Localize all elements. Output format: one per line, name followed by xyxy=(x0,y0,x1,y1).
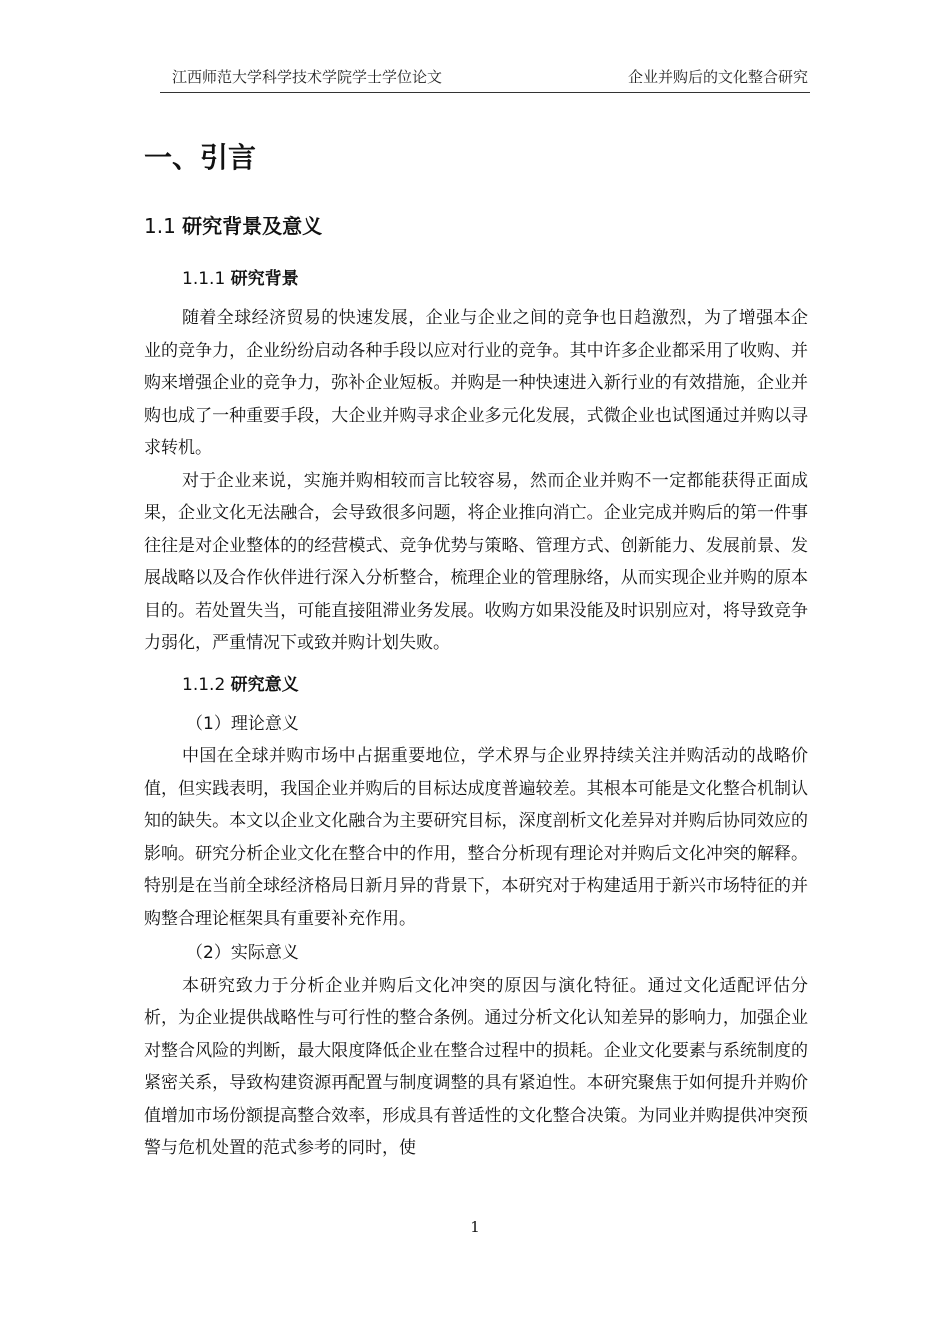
document-body xyxy=(144,136,808,1165)
page-header xyxy=(172,66,808,87)
section-number: 1.1 xyxy=(144,214,176,238)
practice-paragraph: 本研究致力于分析企业并购后文化冲突的原因与演化特征。通过文化适配评估分析，为企业提供战略性与可行性的整合条例。通过分析文化认知差异的影响力，加强企业对整合风险的判断，最大限度降低企业在整合过程中的损耗。企业文化要素与系统制度的紧密关系，导致构建资源再配置与制度调整的具有紧迫性。本研究聚焦于如何提升并购价值增加市场份额提高整合效率，形成具有普适性的文化整合决策。为同业并购提供冲突预警与危机处置的范式参考的同时，使 xyxy=(144,975,808,1158)
subsection-heading-significance xyxy=(182,670,808,700)
subsection-title: 研究意义 xyxy=(230,674,299,695)
practice-label: （2）实际意义 xyxy=(186,943,299,963)
subsection-number: 1.1.1 xyxy=(182,269,226,289)
section-title: 研究背景及意义 xyxy=(182,214,323,238)
background-paragraph-1: 随着全球经济贸易的快速发展，企业与企业之间的竞争也日趋激烈，为了增强本企业的竞争力，企业纷纷启动各种手段以应对行业的竞争。其中许多企业都采用了收购、并购来增强企业的竞争力，弥补企业短板。并购是一种快速进入新行业的有效措施，企业并购也成了一种重要手段，大企业并购寻求企业多元化发展，式微企业也试图通过并购以寻求转机。 xyxy=(144,308,808,458)
background-paragraph-2: 对于企业来说，实施并购相较而言比较容易，然而企业并购不一定都能获得正面成果，企业文化无法融合，会导致很多问题，将企业推向消亡。企业完成并购后的第一件事往往是对企业整体的的经营模式、竞争优势与策略、管理方式、创新能力、发展前景、发展战略以及合作伙伴进行深入分析整合，梳理企业的管理脉络，从而实现企业并购的原本目的。若处置失当，可能直接阻滞业务发展。收购方如果没能及时识别应对，将导致竞争力弱化，严重情况下或致并购计划失败。 xyxy=(144,470,808,653)
page-number: 1 xyxy=(470,1218,480,1236)
header-left: 江西师范大学科学技术学院学士学位论文 xyxy=(172,68,443,86)
theory-paragraph: 中国在全球并购市场中占据重要地位，学术界与企业界持续关注并购活动的战略价值，但实践表明，我国企业并购后的目标达成度普遍较差。其根本可能是文化整合机制认知的缺失。本文以企业文化融合为主要研究目标，深度剖析文化差异对并购后协同效应的影响。研究分析企业文化在整合中的作用，整合分析现有理论对并购后文化冲突的解释。特别是在当前全球经济格局日新月异的背景下，本研究对于构建适用于新兴市场特征的并购整合理论框架具有重要补充作用。 xyxy=(144,746,808,929)
subsection-number: 1.1.2 xyxy=(182,674,226,695)
subsection-heading-background xyxy=(182,264,808,294)
header-right: 企业并购后的文化整合研究 xyxy=(627,68,808,86)
header-divider xyxy=(160,92,810,93)
section-heading xyxy=(144,210,808,242)
subsection-title: 研究背景 xyxy=(230,269,299,289)
theory-label: （1）理论意义 xyxy=(186,713,299,734)
chapter-title: 一、引言 xyxy=(144,141,257,174)
